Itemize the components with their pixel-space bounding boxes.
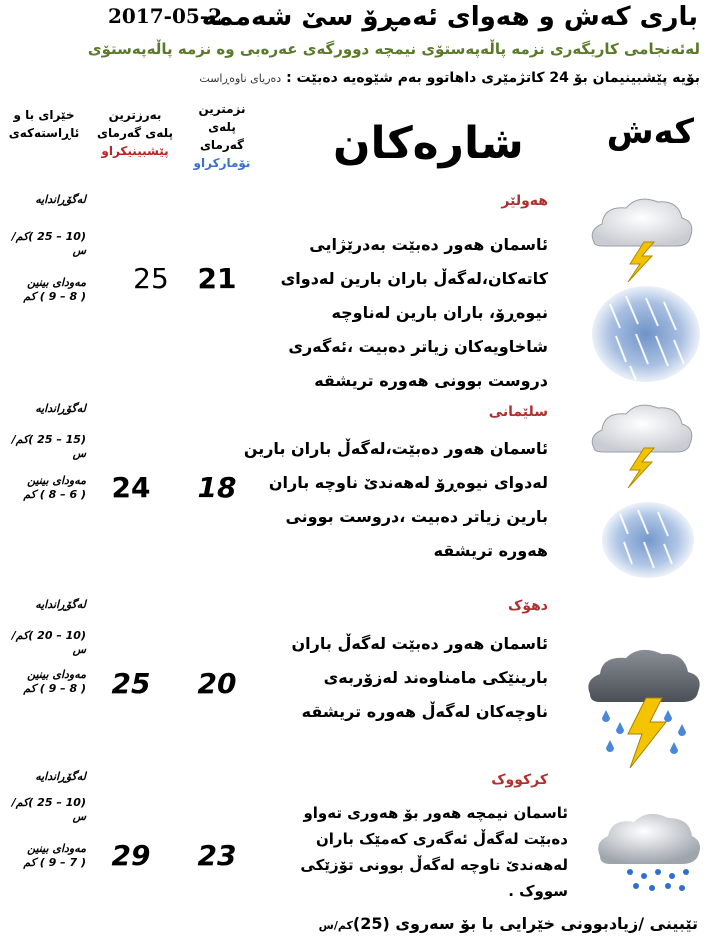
heavy-rain-icon [590, 284, 702, 384]
city-description-duhok [292, 627, 548, 729]
wind-direction-sulaymaniyah: لەگۆڕاندایە [35, 402, 86, 415]
desc-line: ئاسمان نیمچە هەور بۆ هەوری تەواو [303, 804, 568, 822]
city-name-erbil: هەولێر [501, 193, 548, 209]
desc-line: شاخاویەکان زیاتر دەبیت ،ئەگەری [288, 337, 548, 356]
desc-line: دروست بوونی هەورە تریشقە [314, 371, 548, 390]
visibility-label: مەودای بینین [27, 276, 86, 289]
max-temp-duhok: 25 [111, 667, 151, 700]
subtitle: لەئەنجامی کاریگەری نزمە پاڵەپەستۆی نیمچە دوورگەی عەرەبی وە نزمە پاڵەپەستۆی [87, 40, 700, 58]
min-temp-duhok: 20 [197, 667, 237, 700]
forecast-intro-text: بۆیە پێشبینیمان بۆ 24 کاتژمێری داهاتوو بەم شێوەیە دەبێت : [286, 70, 700, 86]
max-temp-kirkuk: 29 [111, 839, 151, 872]
desc-line: ئاسمان هەور دەبێت،لەگەڵ باران بارین [243, 439, 548, 458]
visibility-erbil [10, 276, 86, 304]
wind-header-line1: خێرای با و [13, 108, 75, 122]
desc-line: هەورە تریشقە [433, 541, 548, 560]
city-name-duhok: دهۆک [507, 598, 548, 614]
max-temp-column-header [86, 106, 184, 160]
footer-note [319, 914, 698, 933]
max-temp-sulaymaniyah: 24 [111, 471, 151, 504]
visibility-value: ( 7 – 9 ) کم [23, 856, 86, 869]
desc-line: ئاسمان هەور دەبێت بەدرێژایی [309, 235, 548, 254]
min-temp-column-header [186, 100, 258, 172]
wind-direction-erbil: لەگۆڕاندایە [35, 193, 86, 206]
visibility-kirkuk [10, 842, 86, 870]
page-title: باری کەش و هەوای ئەمڕۆ سێ شەممە [201, 2, 698, 32]
desc-line: لەهەندێ ناوچە لەگەڵ بوونی تۆزێکی [300, 856, 568, 874]
min-temp-kirkuk: 23 [197, 839, 237, 872]
max-header-line2: پلەی گەرمای [97, 126, 173, 140]
footer-note-unit: کم/س [318, 919, 353, 932]
min-temp-sulaymaniyah: 18 [197, 471, 237, 504]
wind-speed-erbil: (10 – 25 )کم/س [11, 230, 86, 257]
desc-line: ئاسمان هەور دەبێت لەگەڵ باران [291, 634, 548, 653]
desc-line: بارینێکی مامناوەند لەزۆربەی [323, 668, 548, 687]
desc-line: دەبێت لەگەڵ ئەگەری کەمێک باران [315, 830, 568, 848]
forecast-intro [199, 70, 700, 86]
wind-direction-duhok: لەگۆڕاندایە [35, 598, 86, 611]
city-description-kirkuk [300, 800, 568, 904]
wind-speed-kirkuk: (10 – 25 )کم/س [11, 796, 86, 823]
weather-column-header: کەش [606, 112, 694, 152]
wind-column-header [4, 106, 84, 142]
thunderstorm-rain-icon [584, 644, 704, 770]
min-temp-erbil: 21 [197, 262, 237, 295]
desc-line: کاتەکان،لەگەڵ باران بارین لەدوای [280, 269, 548, 288]
cities-column-header: شارەکان [333, 118, 524, 169]
visibility-value: ( 6 – 8 ) کم [23, 488, 86, 501]
desc-line: سووک . [508, 882, 568, 900]
city-name-sulaymaniyah: سلێمانی [488, 404, 548, 420]
desc-line: بارین زیاتر دەبیت ،دروست بوونی [285, 507, 548, 526]
thunderstorm-icon [586, 396, 698, 488]
city-description-sulaymaniyah [244, 432, 548, 568]
max-temp-erbil: 25 [133, 262, 169, 295]
max-header-note: پێشبینیکراو [101, 144, 169, 158]
visibility-label: مەودای بینین [27, 474, 86, 487]
visibility-sulaymaniyah [10, 474, 86, 502]
city-description-erbil [281, 228, 548, 398]
cloud-rain-icon [594, 806, 702, 896]
thunderstorm-icon [586, 190, 698, 282]
report-date: 2017-05-2 [108, 4, 223, 28]
max-header-line1: بەرزترین [108, 108, 162, 122]
visibility-value: ( 8 – 9 ) کم [23, 682, 86, 695]
min-header-line2: گەرمای [199, 138, 245, 152]
desc-line: نیوەڕۆ، باران بارین لەناوچە [331, 303, 548, 322]
desc-line: ناوچەکان لەگەڵ هەورە تریشقە [301, 702, 548, 721]
wind-speed-sulaymaniyah: (15 – 25 )کم/س [11, 433, 86, 460]
visibility-label: مەودای بینین [27, 668, 86, 681]
wind-header-line2: ئاڕاستەکەی [8, 126, 80, 140]
visibility-duhok [10, 668, 86, 696]
footer-note-text: تێبینی /زیادبوونی خێرایی با بۆ سەروی (25) [352, 914, 698, 933]
min-header-note: تۆمارکراو [193, 156, 251, 170]
wind-direction-kirkuk: لەگۆڕاندایە [35, 770, 86, 783]
forecast-intro-prefix: دەریای ناوەڕاست [199, 72, 282, 85]
city-name-kirkuk: کرکووک [491, 772, 548, 788]
min-header-line1: نزمترین پلەی [198, 102, 246, 134]
wind-speed-duhok: (10 – 20 )کم/س [11, 629, 86, 656]
visibility-value: ( 8 – 9 ) کم [23, 290, 86, 303]
visibility-label: مەودای بینین [27, 842, 86, 855]
rain-icon [600, 500, 696, 580]
desc-line: لەدوای نیوەڕۆ لەهەندێ ناوچە باران [268, 473, 548, 492]
